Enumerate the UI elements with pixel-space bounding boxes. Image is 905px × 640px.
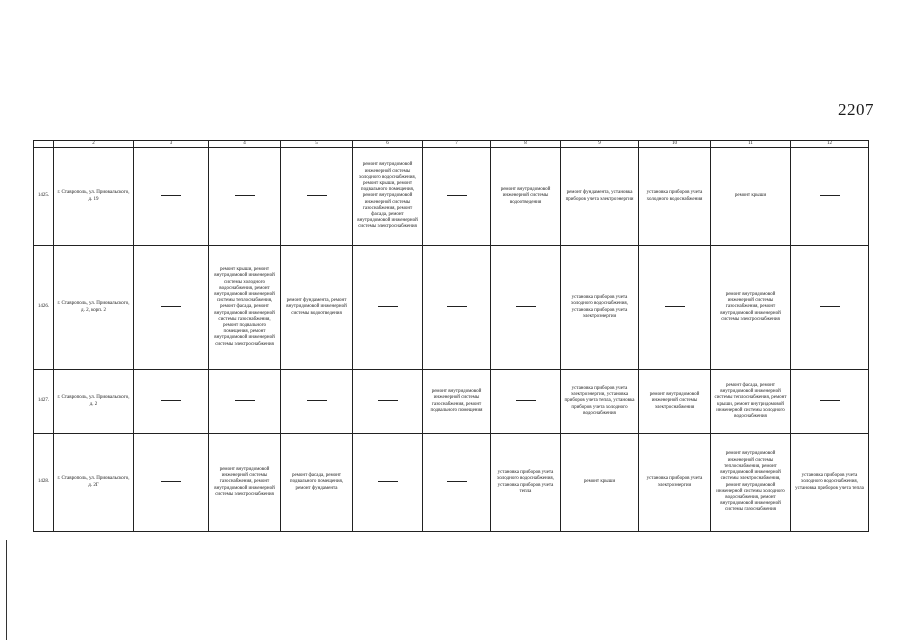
empty-dash-cell (491, 370, 561, 434)
dash-mark (161, 400, 181, 401)
dash-mark (447, 195, 467, 196)
empty-dash-cell (134, 434, 209, 532)
empty-dash-cell (134, 148, 209, 246)
work-type-cell: ремонт внутридомовой инженерной системы газоснабжения, ремонт внутридомовой инженерной системы электроснабжения (711, 246, 791, 370)
work-type-cell: установка приборов учета холодного водоснабжения (639, 148, 711, 246)
work-type-cell: установка приборов учета холодного водоснабжения, установка приборов учета тепла (491, 434, 561, 532)
column-number-cell: 11 (711, 141, 791, 148)
empty-dash-cell (353, 434, 423, 532)
work-type-cell: установка приборов учета электроэнергии, установка приборов учета тепла, установка приборов учета холодного водоснабжения (561, 370, 639, 434)
column-number-row (34, 141, 869, 148)
dash-mark (516, 400, 536, 401)
row-number: 1427. (34, 370, 54, 434)
page-number: 2207 (838, 100, 874, 119)
empty-dash-cell (423, 148, 491, 246)
work-type-cell: ремонт внутридомовой инженерной системы электроснабжения (639, 370, 711, 434)
address-cell: г. Ставрополь, ул. Приовальского, д. 2 (54, 370, 134, 434)
dash-mark (235, 195, 255, 196)
work-type-cell: ремонт крыши, ремонт внутридомовой инженерной системы холодного водоснабжения, ремонт внутридомовой инженерной системы теплоснабжения, ремонт фасада, ремонт внутридомовой инженерной системы газоснабжения, ремонт подвального помещения, ремонт внутридомовой инженерной системы электроснабжения (209, 246, 281, 370)
column-number-cell: 9 (561, 141, 639, 148)
work-type-cell: ремонт внутридомовой инженерной системы теплоснабжения, ремонт внутридомовой инженерной системы электроснабжения, ремонт внутридомовой инженерной системы холодного водоснабжения, ремонт внутридомовой инженерной системы газоснабжения (711, 434, 791, 532)
work-type-cell: установка приборов учета холодного водоснабжения, установка приборов учета тепла (791, 434, 869, 532)
column-number-cell: 2 (54, 141, 134, 148)
dash-mark (820, 400, 840, 401)
empty-dash-cell (423, 246, 491, 370)
empty-dash-cell (281, 148, 353, 246)
dash-mark (161, 195, 181, 196)
work-type-cell: ремонт фасада, ремонт подвального помещения, ремонт фундамента (281, 434, 353, 532)
dash-mark (516, 306, 536, 307)
empty-dash-cell (491, 246, 561, 370)
work-type-cell: установка приборов учета электроэнергии (639, 434, 711, 532)
dash-mark (307, 400, 327, 401)
work-type-cell: ремонт внутридомовой инженерной системы газоснабжения, ремонт внутридомовой инженерной системы электроснабжения (209, 434, 281, 532)
row-number: 1425. (34, 148, 54, 246)
dash-mark (820, 306, 840, 307)
work-type-cell: ремонт фасада, ремонт внутридомовой инженерной системы теплоснабжения, ремонт крыши, ремонт внутридомовой инженерной системы холодного водоснабжения (711, 370, 791, 434)
empty-dash-cell (423, 434, 491, 532)
column-number-cell: 12 (791, 141, 869, 148)
empty-dash-cell (209, 370, 281, 434)
column-number-cell: 7 (423, 141, 491, 148)
empty-dash-cell (209, 148, 281, 246)
work-type-cell: ремонт фундамента, установка приборов учета электроэнергии (561, 148, 639, 246)
empty-dash-cell (791, 246, 869, 370)
dash-mark (447, 306, 467, 307)
address-cell: г. Ставрополь, ул. Приовальского, д. 2, корп. 2 (54, 246, 134, 370)
dash-mark (665, 306, 685, 307)
column-number-cell: 10 (639, 141, 711, 148)
column-number-cell: 6 (353, 141, 423, 148)
column-number-cell: 8 (491, 141, 561, 148)
column-number-cell: 3 (134, 141, 209, 148)
empty-dash-cell (639, 246, 711, 370)
row-number: 1428. (34, 434, 54, 532)
address-cell: г. Ставрополь, ул. Приовальского, д. 19 (54, 148, 134, 246)
column-number-cell (34, 141, 54, 148)
table-row (34, 434, 869, 532)
dash-mark (235, 400, 255, 401)
repair-plan-table (33, 140, 869, 532)
work-type-cell: установка приборов учета холодного водоснабжения, установка приборов учета электроэнергии (561, 246, 639, 370)
work-type-cell: ремонт внутридомовой инженерной системы холодного водоснабжения, ремонт крыши, ремонт подвального помещения, ремонт внутридомовой инженерной системы газоснабжения, ремонт фасада, ремонт внутридомовой инженерной системы электроснабжения (353, 148, 423, 246)
work-type-cell: ремонт крыши (561, 434, 639, 532)
column-number-cell: 4 (209, 141, 281, 148)
dash-mark (161, 481, 181, 482)
empty-dash-cell (134, 370, 209, 434)
work-type-cell: ремонт крыши (711, 148, 791, 246)
row-number: 1426. (34, 246, 54, 370)
dash-mark (378, 400, 398, 401)
empty-dash-cell (791, 148, 869, 246)
work-type-cell: ремонт фундамента, ремонт внутридомовой инженерной системы водоотведения (281, 246, 353, 370)
work-type-cell: ремонт внутридомовой инженерной системы газоснабжения, ремонт подвального помещения (423, 370, 491, 434)
dash-mark (378, 306, 398, 307)
dash-mark (447, 481, 467, 482)
table-row (34, 370, 869, 434)
column-number-cell: 5 (281, 141, 353, 148)
dash-mark (161, 306, 181, 307)
margin-rule (6, 540, 7, 640)
dash-mark (378, 481, 398, 482)
work-type-cell: ремонт внутридомовой инженерной системы водоотведения (491, 148, 561, 246)
empty-dash-cell (281, 370, 353, 434)
table-row (34, 246, 869, 370)
dash-mark (820, 195, 840, 196)
address-cell: г. Ставрополь, ул. Приовальского, д. 2Г (54, 434, 134, 532)
table-body (34, 148, 869, 532)
table-row (34, 148, 869, 246)
dash-mark (307, 195, 327, 196)
empty-dash-cell (134, 246, 209, 370)
empty-dash-cell (791, 370, 869, 434)
empty-dash-cell (353, 246, 423, 370)
empty-dash-cell (353, 370, 423, 434)
